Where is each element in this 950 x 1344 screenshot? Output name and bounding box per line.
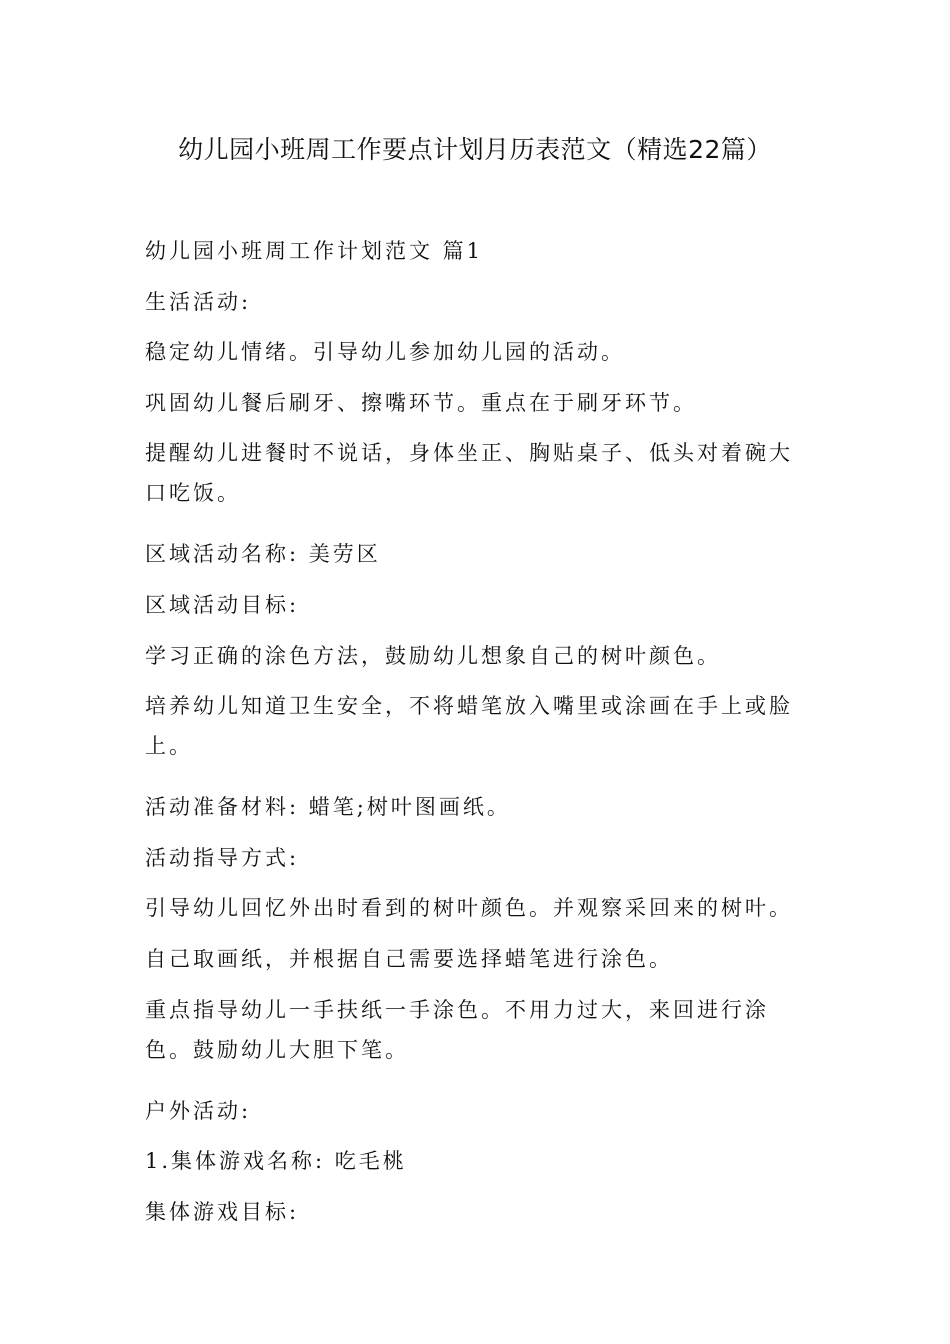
paragraph: 区域活动名称: 美劳区 [145,542,381,567]
document-title: 幼儿园小班周工作要点计划月历表范文（精选22篇） [178,135,772,164]
paragraph: 稳定幼儿情绪。引导幼儿参加幼儿园的活动。 [145,340,625,365]
paragraph-continuation: 色。鼓励幼儿大胆下笔。 [145,1037,409,1062]
paragraph: 重点指导幼儿一手扶纸一手涂色。不用力过大，来回进行涂 [145,997,769,1022]
paragraph: 培养幼儿知道卫生安全，不将蜡笔放入嘴里或涂画在手上或脸 [145,694,793,719]
paragraph: 户外活动: [145,1098,252,1123]
paragraph: 巩固幼儿餐后刷牙、擦嘴环节。重点在于刷牙环节。 [145,390,697,415]
section-heading: 幼儿园小班周工作计划范文 篇1 [145,239,484,263]
paragraph: 活动指导方式: [145,845,300,870]
paragraph: 活动准备材料: 蜡笔;树叶图画纸。 [145,795,511,820]
paragraph: 生活活动: [145,289,252,314]
paragraph: 区域活动目标: [145,592,300,617]
paragraph: 集体游戏目标: [145,1199,300,1224]
paragraph: 自己取画纸，并根据自己需要选择蜡笔进行涂色。 [145,946,673,971]
document-body [145,233,810,1244]
paragraph: 1.集体游戏名称: 吃毛桃 [145,1149,407,1174]
paragraph: 引导幼儿回忆外出时看到的树叶颜色。并观察采回来的树叶。 [145,896,793,921]
paragraph: 学习正确的涂色方法，鼓励幼儿想象自己的树叶颜色。 [145,643,721,668]
paragraph: 提醒幼儿进餐时不说话，身体坐正、胸贴桌子、低头对着碗大 [145,441,793,466]
paragraph-continuation: 口吃饭。 [145,481,241,506]
paragraph-continuation: 上。 [145,734,193,759]
